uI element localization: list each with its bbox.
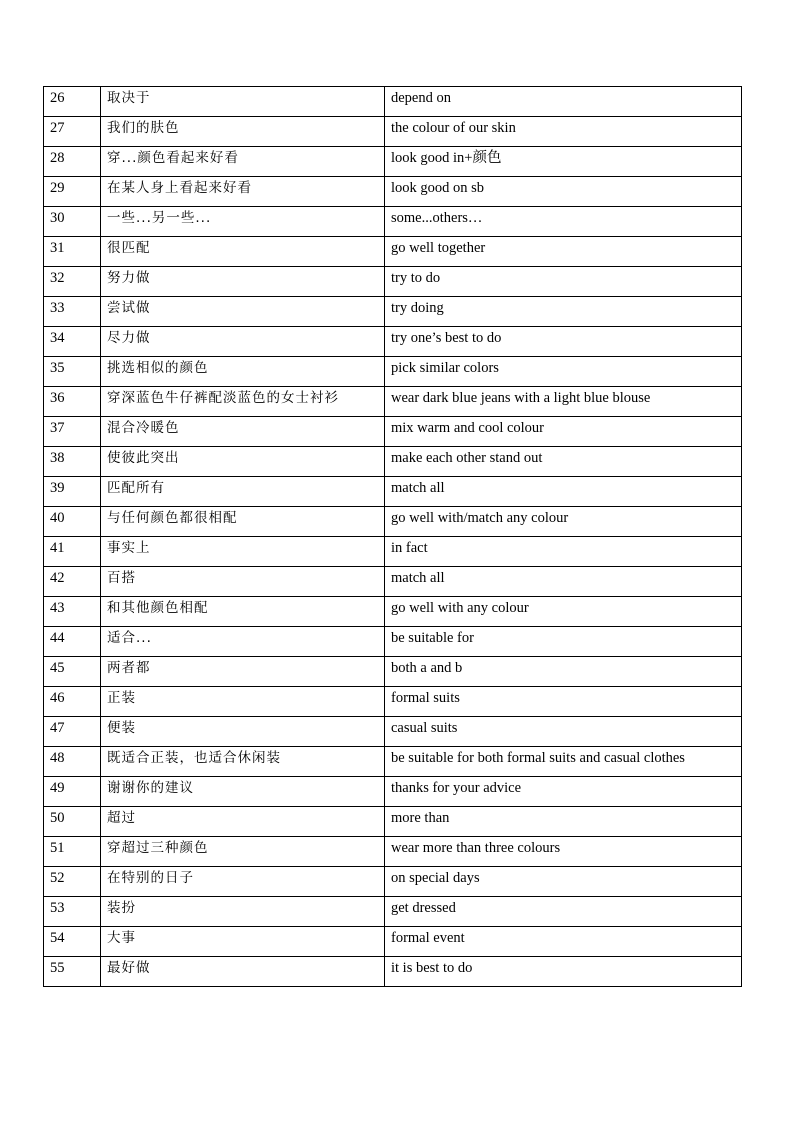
row-number-cell: 52 <box>44 867 101 897</box>
chinese-phrase-cell: 百搭 <box>101 567 385 597</box>
chinese-phrase-cell: 既适合正装，也适合休闲装 <box>101 747 385 777</box>
chinese-phrase-cell: 和其他颜色相配 <box>101 597 385 627</box>
english-phrase-cell: try one’s best to do <box>385 327 742 357</box>
row-number-cell: 48 <box>44 747 101 777</box>
row-number-cell: 55 <box>44 957 101 987</box>
table-row <box>44 477 742 507</box>
row-number-cell: 49 <box>44 777 101 807</box>
chinese-phrase-cell: 装扮 <box>101 897 385 927</box>
row-number-cell: 29 <box>44 177 101 207</box>
row-number-cell: 53 <box>44 897 101 927</box>
row-number-cell: 46 <box>44 687 101 717</box>
table-row <box>44 807 742 837</box>
english-phrase-cell: in fact <box>385 537 742 567</box>
english-phrase-cell: wear more than three colours <box>385 837 742 867</box>
table-row <box>44 177 742 207</box>
table-row <box>44 447 742 477</box>
english-phrase-cell: formal event <box>385 927 742 957</box>
table-row <box>44 747 742 777</box>
english-phrase-cell: the colour of our skin <box>385 117 742 147</box>
row-number-cell: 26 <box>44 87 101 117</box>
table-row <box>44 147 742 177</box>
table-row <box>44 117 742 147</box>
chinese-phrase-cell: 两者都 <box>101 657 385 687</box>
vocabulary-table <box>43 86 742 987</box>
english-phrase-cell: more than <box>385 807 742 837</box>
english-phrase-cell: wear dark blue jeans with a light blue blouse <box>385 387 742 417</box>
chinese-phrase-cell: 穿超过三种颜色 <box>101 837 385 867</box>
english-phrase-cell: get dressed <box>385 897 742 927</box>
english-phrase-cell: try to do <box>385 267 742 297</box>
table-row <box>44 267 742 297</box>
english-phrase-cell: on special days <box>385 867 742 897</box>
chinese-phrase-cell: 使彼此突出 <box>101 447 385 477</box>
chinese-phrase-cell: 尝试做 <box>101 297 385 327</box>
chinese-phrase-cell: 大事 <box>101 927 385 957</box>
table-row <box>44 777 742 807</box>
row-number-cell: 39 <box>44 477 101 507</box>
chinese-phrase-cell: 谢谢你的建议 <box>101 777 385 807</box>
row-number-cell: 43 <box>44 597 101 627</box>
table-row <box>44 567 742 597</box>
chinese-phrase-cell: 与任何颜色都很相配 <box>101 507 385 537</box>
table-row <box>44 537 742 567</box>
english-phrase-cell: thanks for your advice <box>385 777 742 807</box>
chinese-phrase-cell: 很匹配 <box>101 237 385 267</box>
row-number-cell: 28 <box>44 147 101 177</box>
table-row <box>44 687 742 717</box>
chinese-phrase-cell: 在某人身上看起来好看 <box>101 177 385 207</box>
row-number-cell: 44 <box>44 627 101 657</box>
chinese-phrase-cell: 混合冷暖色 <box>101 417 385 447</box>
chinese-phrase-cell: 一些...另一些... <box>101 207 385 237</box>
table-row <box>44 207 742 237</box>
chinese-phrase-cell: 便装 <box>101 717 385 747</box>
chinese-phrase-cell: 匹配所有 <box>101 477 385 507</box>
english-phrase-cell: formal suits <box>385 687 742 717</box>
chinese-phrase-cell: 正装 <box>101 687 385 717</box>
chinese-phrase-cell: 努力做 <box>101 267 385 297</box>
english-phrase-cell: make each other stand out <box>385 447 742 477</box>
table-row <box>44 627 742 657</box>
row-number-cell: 27 <box>44 117 101 147</box>
row-number-cell: 54 <box>44 927 101 957</box>
english-phrase-cell: look good in+颜色 <box>385 147 742 177</box>
table-row <box>44 927 742 957</box>
chinese-phrase-cell: 穿深蓝色牛仔裤配淡蓝色的女士衬衫 <box>101 387 385 417</box>
english-phrase-cell: match all <box>385 567 742 597</box>
english-phrase-cell: go well together <box>385 237 742 267</box>
english-phrase-cell: match all <box>385 477 742 507</box>
vocabulary-table-body <box>44 87 742 987</box>
row-number-cell: 35 <box>44 357 101 387</box>
table-row <box>44 867 742 897</box>
table-row <box>44 237 742 267</box>
english-phrase-cell: it is best to do <box>385 957 742 987</box>
chinese-phrase-cell: 挑选相似的颜色 <box>101 357 385 387</box>
table-row <box>44 507 742 537</box>
row-number-cell: 51 <box>44 837 101 867</box>
table-row <box>44 357 742 387</box>
english-phrase-cell: be suitable for both formal suits and casual clothes <box>385 747 742 777</box>
chinese-phrase-cell: 超过 <box>101 807 385 837</box>
table-row <box>44 657 742 687</box>
row-number-cell: 32 <box>44 267 101 297</box>
row-number-cell: 47 <box>44 717 101 747</box>
row-number-cell: 37 <box>44 417 101 447</box>
row-number-cell: 50 <box>44 807 101 837</box>
chinese-phrase-cell: 事实上 <box>101 537 385 567</box>
row-number-cell: 36 <box>44 387 101 417</box>
english-phrase-cell: both a and b <box>385 657 742 687</box>
chinese-phrase-cell: 在特别的日子 <box>101 867 385 897</box>
english-phrase-cell: go well with any colour <box>385 597 742 627</box>
english-phrase-cell: some...others… <box>385 207 742 237</box>
table-row <box>44 837 742 867</box>
table-row <box>44 387 742 417</box>
english-phrase-cell: be suitable for <box>385 627 742 657</box>
table-row <box>44 897 742 927</box>
row-number-cell: 45 <box>44 657 101 687</box>
table-row <box>44 327 742 357</box>
chinese-phrase-cell: 适合... <box>101 627 385 657</box>
row-number-cell: 40 <box>44 507 101 537</box>
row-number-cell: 30 <box>44 207 101 237</box>
english-phrase-cell: try doing <box>385 297 742 327</box>
english-phrase-cell: mix warm and cool colour <box>385 417 742 447</box>
chinese-phrase-cell: 最好做 <box>101 957 385 987</box>
table-row <box>44 597 742 627</box>
row-number-cell: 34 <box>44 327 101 357</box>
table-row <box>44 297 742 327</box>
row-number-cell: 31 <box>44 237 101 267</box>
english-phrase-cell: casual suits <box>385 717 742 747</box>
table-row <box>44 417 742 447</box>
chinese-phrase-cell: 穿...颜色看起来好看 <box>101 147 385 177</box>
row-number-cell: 42 <box>44 567 101 597</box>
english-phrase-cell: go well with/match any colour <box>385 507 742 537</box>
table-row <box>44 717 742 747</box>
chinese-phrase-cell: 尽力做 <box>101 327 385 357</box>
chinese-phrase-cell: 取决于 <box>101 87 385 117</box>
table-row <box>44 957 742 987</box>
english-phrase-cell: look good on sb <box>385 177 742 207</box>
chinese-phrase-cell: 我们的肤色 <box>101 117 385 147</box>
row-number-cell: 33 <box>44 297 101 327</box>
english-phrase-cell: depend on <box>385 87 742 117</box>
english-phrase-cell: pick similar colors <box>385 357 742 387</box>
table-row <box>44 87 742 117</box>
row-number-cell: 38 <box>44 447 101 477</box>
row-number-cell: 41 <box>44 537 101 567</box>
